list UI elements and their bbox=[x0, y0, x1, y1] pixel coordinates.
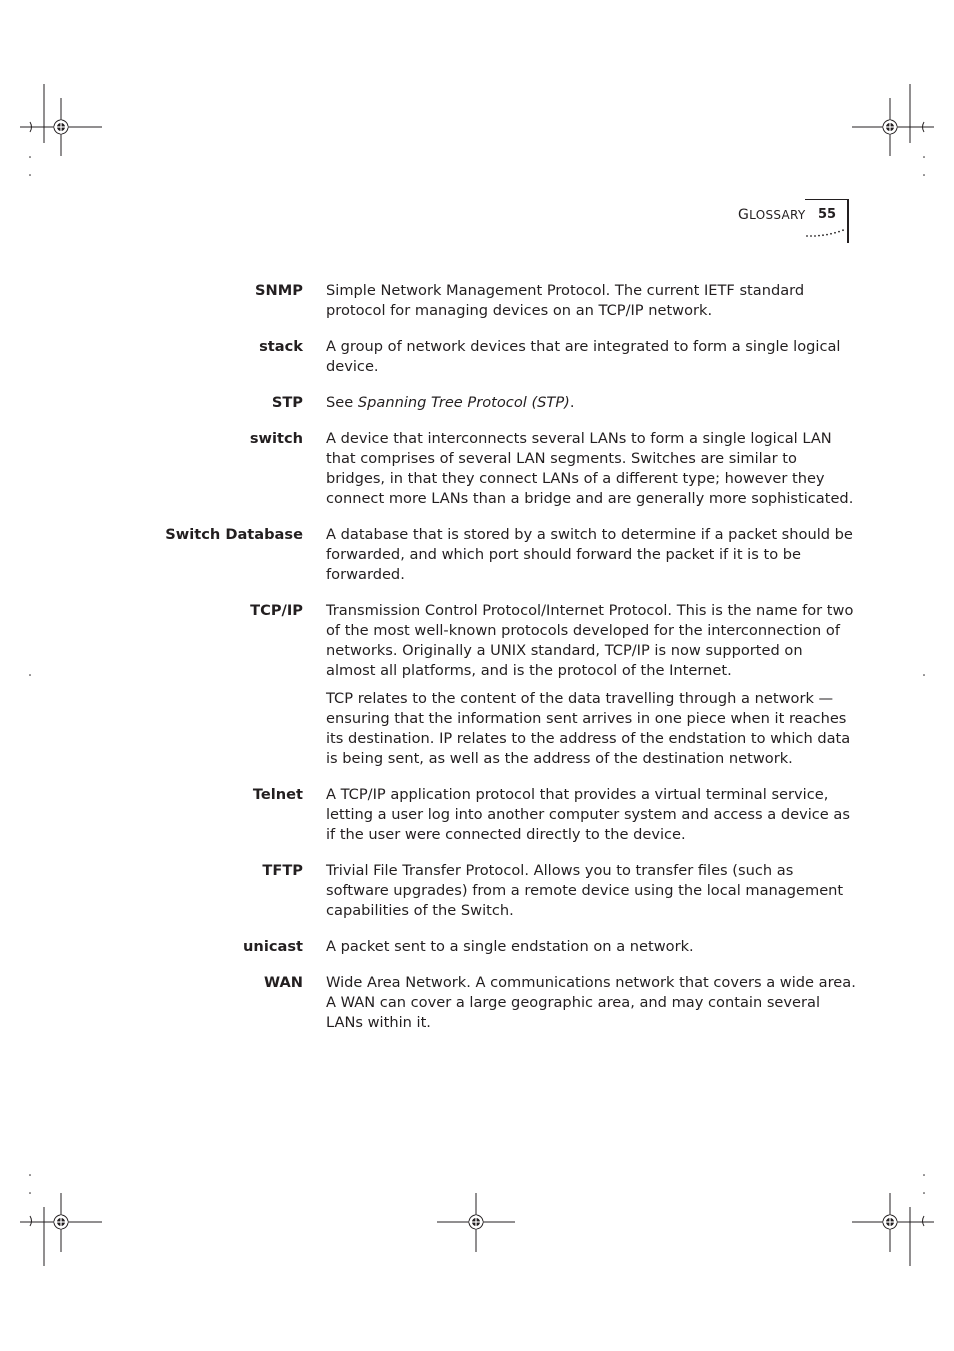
glossary-term: SNMP bbox=[255, 282, 303, 299]
definition-paragraph: Simple Network Management Protocol. The current IETF standard protocol for managing devices on an TCP/IP network. bbox=[326, 282, 805, 319]
definition-paragraph: A database that is stored by a switch to determine if a packet should be forwarded, and which port should forward the packet if it is to be forwarded. bbox=[326, 526, 853, 583]
glossary-term: unicast bbox=[243, 938, 303, 955]
glossary-definition bbox=[326, 973, 856, 1033]
dot-ornament bbox=[805, 226, 849, 240]
glossary-entry-stack bbox=[0, 337, 954, 377]
glossary-definition bbox=[326, 337, 856, 377]
glossary-term: Switch Database bbox=[165, 526, 303, 543]
see-suffix: . bbox=[569, 394, 575, 411]
glossary-entry-unicast bbox=[0, 937, 954, 957]
glossary-definition bbox=[326, 429, 856, 509]
glossary-term: TCP/IP bbox=[250, 602, 303, 619]
glossary-term: switch bbox=[249, 430, 303, 447]
glossary-entry-tcp-ip bbox=[0, 601, 954, 769]
cross-reference: Spanning Tree Protocol (STP) bbox=[357, 394, 570, 411]
glossary-definition bbox=[326, 937, 856, 957]
glossary-entry-telnet bbox=[0, 785, 954, 845]
glossary-term: STP bbox=[271, 394, 303, 411]
glossary-definition bbox=[326, 861, 856, 921]
definition-paragraph: A device that interconnects several LANs to form a single logical LAN that comprises of several LAN segments. Switches are similar to bridges, in that they connect LANs of a different type; however they connect more LANs than a bridge and are generally more sophisticated. bbox=[326, 430, 854, 507]
glossary-entry-switch bbox=[0, 429, 954, 509]
see-prefix: See bbox=[326, 394, 358, 411]
glossary-list bbox=[0, 281, 954, 1049]
running-header-section bbox=[738, 207, 806, 223]
page-number-rule-top bbox=[805, 199, 849, 200]
glossary-definition bbox=[326, 785, 856, 845]
definition-paragraph: TCP relates to the content of the data travelling through a network — ensuring that the information sent arrives in one piece when it reaches its destination. IP relates to the address of the endstation to which data is being sent, as well as the address of the destination network. bbox=[326, 690, 851, 767]
glossary-term: TFTP bbox=[262, 862, 303, 879]
glossary-term: stack bbox=[259, 338, 303, 355]
section-rest: LOSSARY bbox=[749, 208, 806, 222]
glossary-entry-wan bbox=[0, 973, 954, 1033]
glossary-entry-snmp bbox=[0, 281, 954, 321]
section-initial: G bbox=[738, 207, 750, 223]
definition-paragraph: Transmission Control Protocol/Internet Protocol. This is the name for two of the most well-known protocols developed for the interconnection of networks. Originally a UNIX standard, TCP/IP is now supported on almost all platforms, and is the protocol of the Internet. bbox=[326, 602, 854, 679]
definition-paragraph: A packet sent to a single endstation on a network. bbox=[326, 938, 694, 955]
glossary-definition bbox=[326, 281, 856, 321]
glossary-definition bbox=[326, 525, 856, 585]
glossary-entry-switch-database bbox=[0, 525, 954, 585]
glossary-definition bbox=[326, 601, 856, 769]
glossary-entry-stp bbox=[0, 393, 954, 413]
definition-paragraph bbox=[326, 393, 856, 413]
glossary-entry-tftp bbox=[0, 861, 954, 921]
definition-paragraph: A group of network devices that are integrated to form a single logical device. bbox=[326, 338, 841, 375]
page-number: 55 bbox=[818, 207, 837, 222]
definition-paragraph: Trivial File Transfer Protocol. Allows you to transfer files (such as software upgrades) from a remote device using the local management capabilities of the Switch. bbox=[326, 862, 844, 919]
glossary-definition bbox=[326, 393, 856, 413]
definition-paragraph: Wide Area Network. A communications network that covers a wide area. A WAN can cover a large geographic area, and may contain several LANs within it. bbox=[326, 974, 856, 1031]
definition-paragraph: A TCP/IP application protocol that provides a virtual terminal service, letting a user log into another computer system and access a device as if the user were connected directly to the device. bbox=[326, 786, 850, 843]
glossary-term: Telnet bbox=[252, 786, 303, 803]
glossary-term: WAN bbox=[264, 974, 303, 991]
